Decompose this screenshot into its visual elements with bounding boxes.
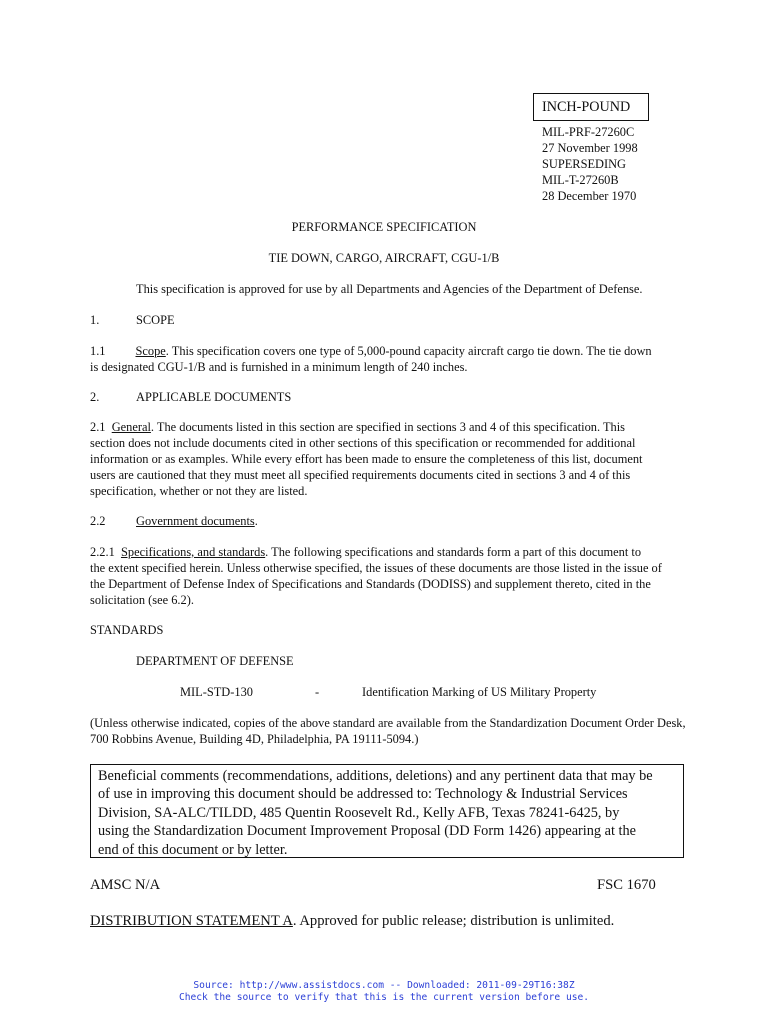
fsc-label: FSC 1670 [597, 877, 656, 893]
section-1-1-title: Scope [135, 344, 166, 358]
approval-statement: This specification is approved for use by all Departments and Agencies of the Department of Defense. [136, 282, 643, 296]
section-2-2-1-title: Specifications, and standards [120, 545, 266, 559]
amsc-label: AMSC N/A [90, 877, 161, 893]
inch-pound-box [533, 93, 649, 121]
standard-number: MIL-STD-130 [180, 685, 253, 699]
section-1-title: SCOPE [136, 313, 175, 327]
section-1-1-paragraph: 1.1 Scope. This specification covers one type of 5,000-pound capacity aircraft cargo tie down. The tie down is designated CGU-1/B and is furnished in a minimum length of 240 inches. [90, 344, 652, 374]
section-2-2-1-number: 2.2.1 [90, 545, 115, 559]
section-2-2-number: 2.2 [90, 514, 106, 528]
section-2-1-title: General [111, 420, 151, 434]
source-footer-line: Source: http://www.assistdocs.com -- Downloaded: 2011-09-29T16:38Z [193, 980, 575, 991]
verify-footer-line: Check the source to verify that this is the current version before use. [178, 992, 590, 1003]
section-2-2-title: Government documents [136, 514, 255, 528]
beneficial-comments-box: Beneficial comments (recommendations, additions, deletions) and any pertinent data that may be of use in improving this document should be addressed to: Technology & Industrial Services Division, SA-ALC/TILDD, 485 Quentin Roosevelt Rd., Kelly AFB, Texas 78241-6425, by using the Standardization Document Improvement Proposal (DD Form 1426) appearing at the end of this document or by letter. [90, 764, 684, 858]
distribution-label: DISTRIBUTION STATEMENT A [90, 913, 293, 929]
superseded-date: 28 December 1970 [542, 189, 637, 203]
standard-title: Identification Marking of US Military Property [362, 685, 597, 699]
section-2-1-number: 2.1 [90, 420, 106, 434]
standards-note: (Unless otherwise indicated, copies of the above standard are available from the Standardization Document Order Desk, 700 Robbins Avenue, Building 4D, Philadelphia, PA 19111-5094.) [90, 716, 686, 746]
doc-number: MIL-PRF-27260C [542, 125, 635, 139]
spec-type-title: PERFORMANCE SPECIFICATION [291, 220, 477, 234]
distribution-statement [90, 912, 614, 931]
section-2-1-paragraph: 2.1 General. The documents listed in this section are specified in sections 3 and 4 of this specification. This section does not include documents cited in other sections of this specification or recommended for additional information or as examples. While every effort has been made to ensure the completeness of this list, document users are cautioned that they must meet all specified requirements documents cited in sections 3 and 4 of this specification, whether or not they are listed. [90, 420, 643, 498]
section-1-number: 1. [90, 313, 100, 327]
doc-date: 27 November 1998 [542, 141, 638, 155]
section-2-number: 2. [90, 390, 100, 404]
superseding-label: SUPERSEDING [542, 157, 626, 171]
department-heading: DEPARTMENT OF DEFENSE [136, 654, 294, 668]
standards-heading: STANDARDS [90, 623, 164, 637]
inch-pound-label: INCH-POUND [542, 99, 631, 115]
standard-dash: - [315, 685, 320, 699]
section-2-2-1-paragraph: 2.2.1 Specifications, and standards. The following specifications and standards form a part of this document to the extent specified herein. Unless otherwise specified, the issues of these documents are those listed in the issue of the Department of Defense Index of Specifications and Standards (DODISS) and supplement thereto, cited in the solicitation (see 6.2). [90, 545, 662, 607]
distribution-text: . Approved for public release; distribution is unlimited. [292, 913, 615, 929]
section-2-2-heading: Government documents. [136, 514, 258, 528]
section-1-1-number: 1.1 [90, 344, 106, 358]
superseded-number: MIL-T-27260B [542, 173, 619, 187]
section-2-title: APPLICABLE DOCUMENTS [136, 390, 292, 404]
spec-name-title: TIE DOWN, CARGO, AIRCRAFT, CGU-1/B [268, 251, 500, 265]
